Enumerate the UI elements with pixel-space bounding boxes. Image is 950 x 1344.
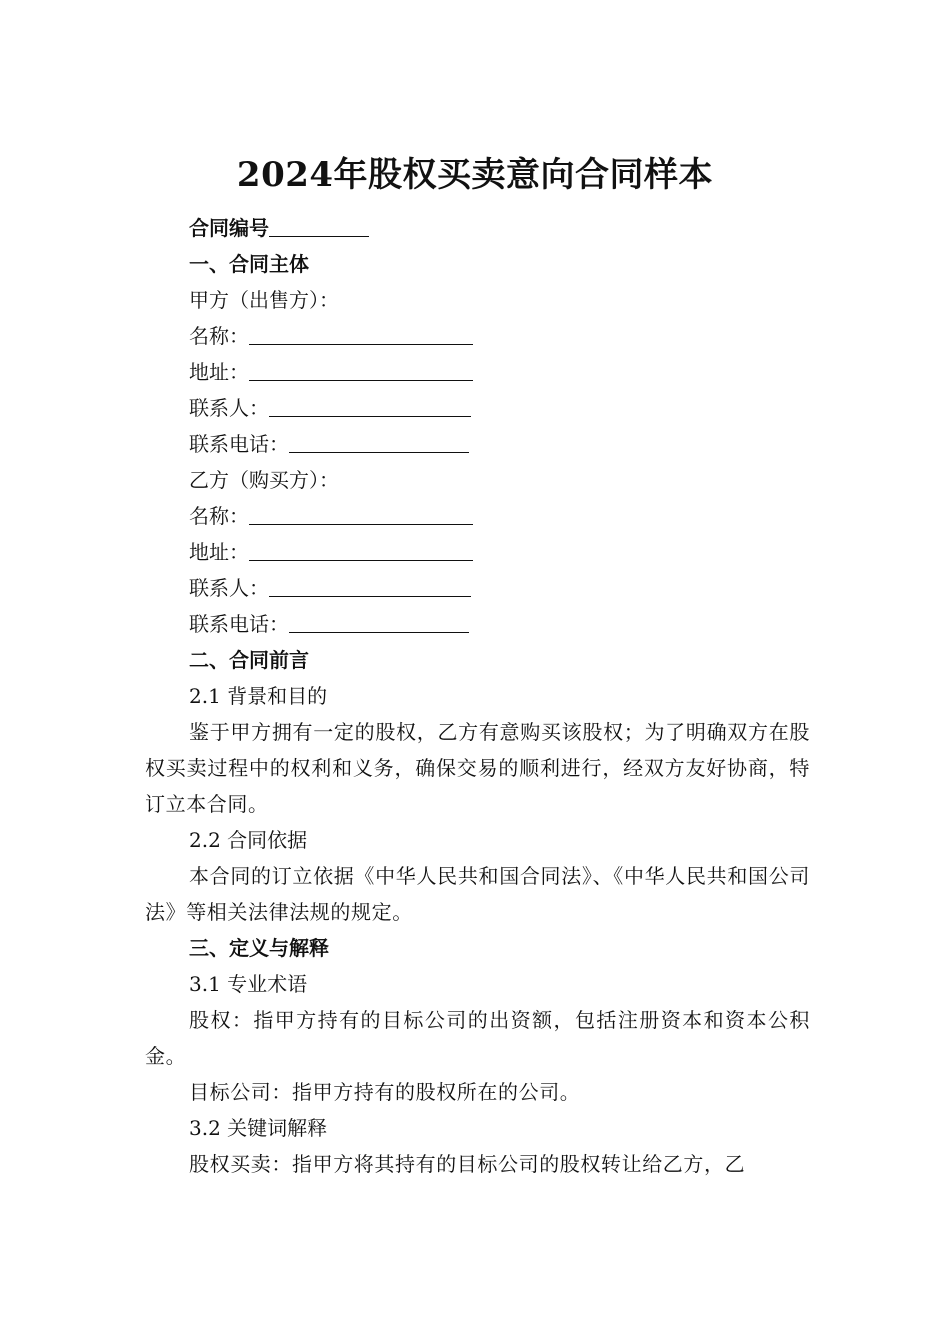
paragraph: 鉴于甲方拥有一定的股权，乙方有意购买该股权；为了明确双方在股权买卖过程中的权利和义务，确保交易的顺利进行，经双方友好协商，特订立本合同。 [145, 720, 810, 816]
party-b-contact-blank [269, 595, 471, 597]
section-heading: 一、合同主体 [189, 252, 309, 276]
field-label: 联系电话： [189, 612, 289, 636]
party-a-address-line [145, 354, 810, 390]
field-label: 名称： [189, 504, 249, 528]
party-b-heading: 乙方（购买方）： [189, 468, 339, 492]
party-a-name-blank [249, 343, 473, 345]
field-label: 联系电话： [189, 432, 289, 456]
party-a-phone-line [145, 426, 810, 462]
paragraph: 股权：指甲方持有的目标公司的出资额，包括注册资本和资本公积金。 [145, 1008, 810, 1068]
party-b-name-line [145, 498, 810, 534]
subsection-heading: 3.1 专业术语 [189, 972, 308, 996]
field-label: 联系人： [189, 576, 269, 600]
contract-number-label: 合同编号 [189, 216, 269, 240]
section-heading: 二、合同前言 [189, 648, 309, 672]
field-label: 联系人： [189, 396, 269, 420]
party-a-address-blank [249, 379, 473, 381]
field-label: 地址： [189, 540, 249, 564]
party-b-phone-line [145, 606, 810, 642]
party-a-contact-blank [269, 415, 471, 417]
section-heading: 三、定义与解释 [189, 936, 329, 960]
party-b-name-blank [249, 523, 473, 525]
party-b-contact-line [145, 570, 810, 606]
paragraph: 股权买卖：指甲方将其持有的目标公司的股权转让给乙方，乙 [189, 1152, 746, 1176]
party-a-name-line [145, 318, 810, 354]
party-b-phone-blank [289, 631, 469, 633]
contract-number-blank [269, 235, 369, 237]
subsection-heading: 2.2 合同依据 [189, 828, 308, 852]
field-label: 地址： [189, 360, 249, 384]
paragraph: 目标公司：指甲方持有的股权所在的公司。 [189, 1080, 581, 1104]
subsection-heading: 3.2 关键词解释 [189, 1116, 328, 1140]
party-a-contact-line [145, 390, 810, 426]
party-b-address-line [145, 534, 810, 570]
document-title: 2024年股权买卖意向合同样本 [236, 155, 714, 195]
party-b-address-blank [249, 559, 473, 561]
document-body [145, 210, 810, 1182]
subsection-heading: 2.1 背景和目的 [189, 684, 328, 708]
party-a-phone-blank [289, 451, 469, 453]
contract-number-line [145, 210, 810, 246]
field-label: 名称： [189, 324, 249, 348]
paragraph: 本合同的订立依据《中华人民共和国合同法》、《中华人民共和国公司法》等相关法律法规的规定。 [145, 864, 810, 924]
party-a-heading: 甲方（出售方）： [189, 288, 339, 312]
